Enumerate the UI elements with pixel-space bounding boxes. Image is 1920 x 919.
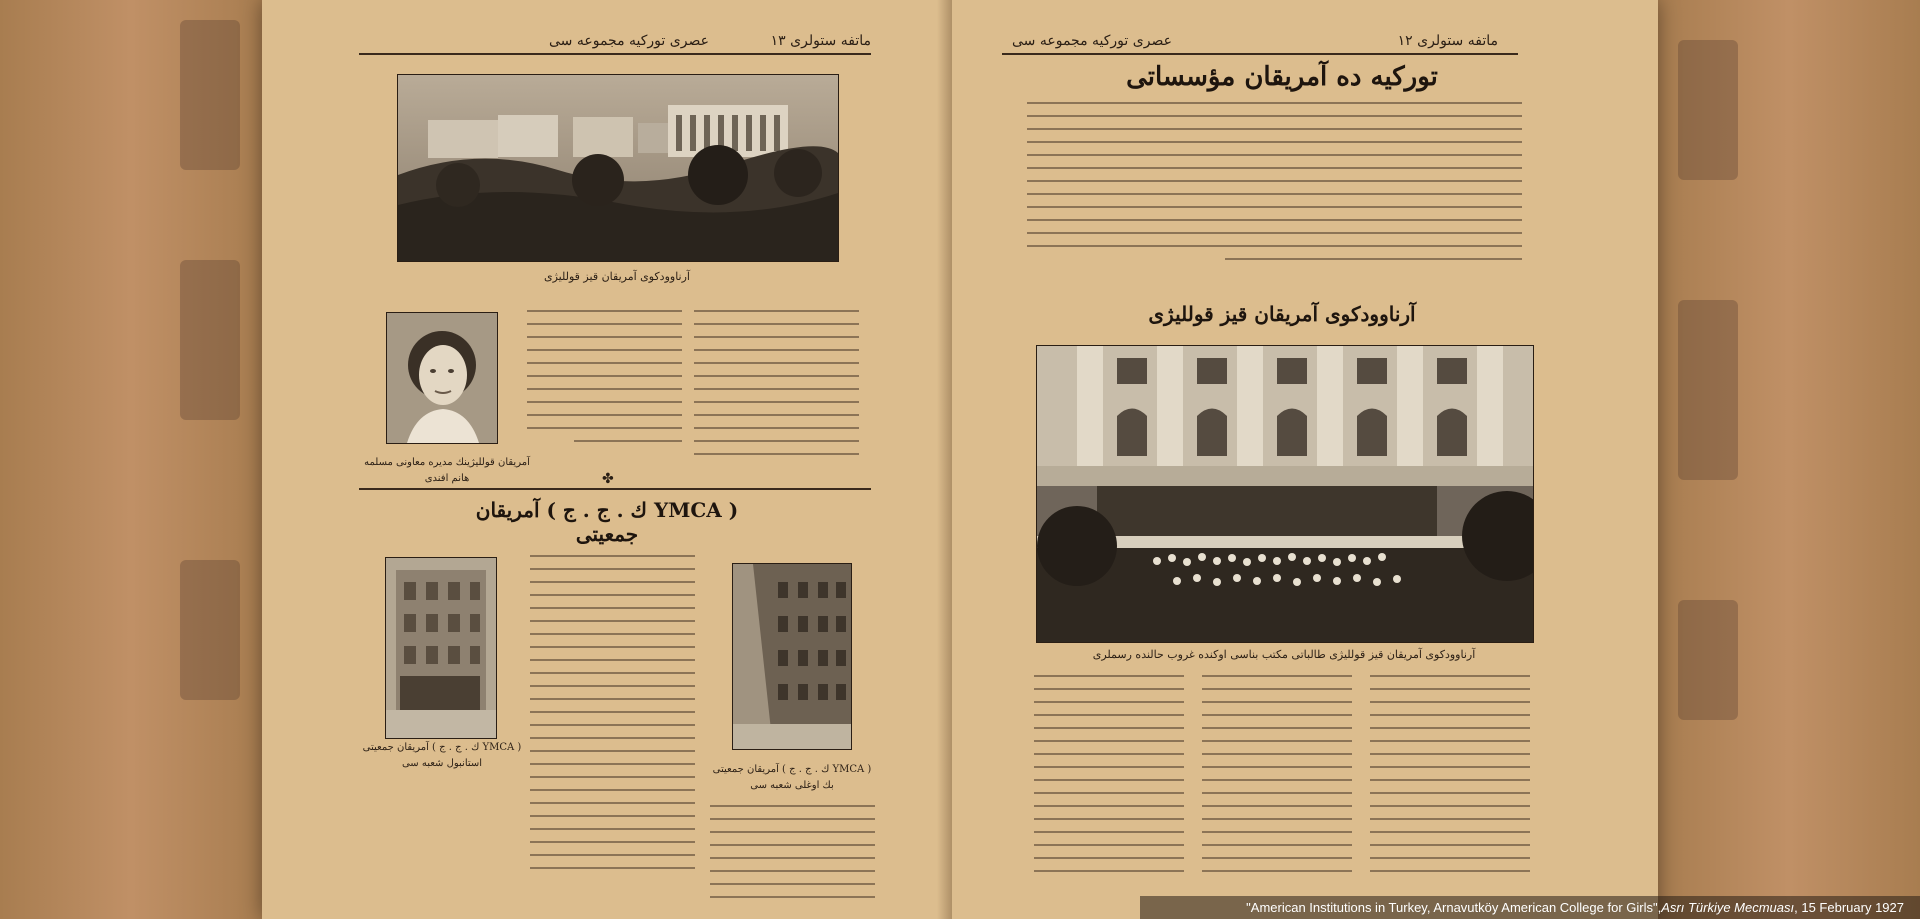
left-header-page: ماتفه ستولری ۱۳ (770, 33, 871, 49)
college-building-caption: آرناوودکوی آمریقان قیز قوللیژی طالباتی مکتب بناسی اوکنده غروب حالنده رسملری (1092, 648, 1476, 661)
credit-source: Asrı Türkiye Mecmuası (1661, 900, 1795, 915)
intro-text-block (1027, 102, 1522, 271)
left-page-header (359, 33, 871, 55)
ymca-istanbul-caption: ( YMCA ك . ج . ج ) آمریقان جمعیتی استانبول شعبه سی (362, 742, 522, 769)
right-column-2 (1202, 675, 1352, 883)
credit-date: , 15 February 1927 (1794, 900, 1904, 915)
portrait-caption: آمریقان قوللیژینك مدیره معاونی مسلمه هانم افندی (364, 457, 530, 484)
right-page-header (1002, 33, 1518, 55)
ymca-column-2 (710, 805, 875, 909)
college-campus-photo (397, 74, 839, 262)
left-blur-margin (0, 0, 262, 919)
right-column-3 (1370, 675, 1530, 883)
main-title: تورکیه ده آمریقان مؤسساتی (1126, 62, 1438, 92)
college-title: آرناوودکوی آمریقان قیز قوللیژی (1148, 302, 1416, 326)
ymca-istanbul-photo (385, 557, 497, 739)
ymca-beyoglu-caption: ( YMCA ك . ج . ج ) آمریقان جمعیتی بك اوغلی شعبه سی (712, 764, 872, 791)
credit-title: "American Institutions in Turkey, Arnavutköy American College for Girls", (1246, 900, 1662, 915)
image-credit (1140, 896, 1920, 919)
right-page (952, 0, 1658, 919)
magazine-spread (262, 0, 1658, 919)
left-article-column-2 (694, 310, 859, 466)
ymca-beyoglu-photo (732, 563, 852, 750)
portrait-photo (386, 312, 498, 444)
left-header-title: عصری تورکیه مجموعه سی (549, 33, 709, 49)
college-campus-caption: آرناوودکوی آمریقان قیز قوللیژی (544, 270, 690, 283)
right-header-page: ماتفه ستولری ۱۲ (1397, 33, 1498, 49)
right-column-1 (1034, 675, 1184, 883)
right-blur-margin (1658, 0, 1920, 919)
left-page (262, 0, 952, 919)
ymca-title: ( YMCA ك . ج . ج ) آمریقان جمعیتی (475, 498, 739, 546)
section-divider (359, 488, 871, 490)
ymca-column-1 (530, 555, 695, 880)
right-header-title: عصری تورکیه مجموعه سی (1012, 33, 1172, 49)
college-building-photo (1036, 345, 1534, 643)
left-article-column-1 (527, 310, 682, 453)
ornament-icon: ✤ (602, 471, 614, 487)
